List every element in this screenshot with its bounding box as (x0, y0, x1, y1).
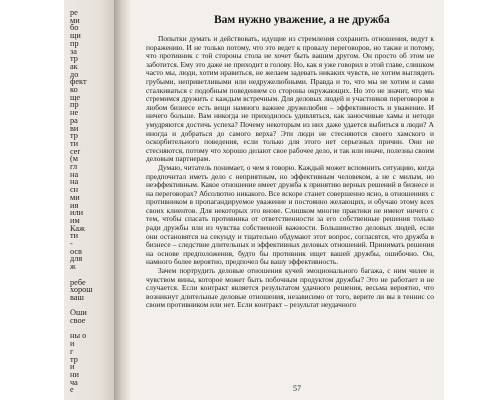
left-page-line: фект (70, 77, 87, 87)
body-text (146, 35, 434, 310)
left-page-line: или (70, 208, 84, 218)
left-page-line: гл (70, 162, 78, 171)
left-page-line: тр (70, 354, 78, 364)
left-page-line: ми (70, 192, 80, 202)
book-gutter (114, 0, 130, 400)
left-page-line: пр (70, 38, 79, 48)
left-page-line: ни (70, 369, 79, 379)
left-page-line: бо (70, 23, 79, 33)
left-page-line: ще (70, 92, 81, 102)
left-page-line: ак (70, 61, 78, 71)
left-page-line: г (70, 346, 74, 356)
left-page-line: Каж (70, 223, 85, 233)
left-page-line: и (70, 362, 75, 372)
left-page-line: Оши (70, 308, 87, 318)
left-page-edge (64, 0, 116, 400)
left-page-line: ре (70, 8, 78, 17)
left-page-line: и (70, 339, 75, 349)
left-page-line: ти (70, 231, 79, 241)
left-page-line: ви (70, 123, 79, 133)
page-number: 57 (293, 384, 301, 393)
left-page-line: не (70, 108, 79, 118)
left-page-line: ны о (70, 331, 87, 341)
left-page-line: для (70, 254, 83, 264)
left-page-line: ваш (70, 292, 84, 302)
left-page-line: ти (70, 138, 79, 148)
chapter-title: Вам нужно уважение, а не дружба (214, 14, 390, 26)
left-page-line: осв (70, 246, 82, 256)
left-page-line: ра (70, 115, 78, 125)
left-page-line: хорош (70, 285, 93, 295)
left-page-line: тр (70, 54, 78, 64)
left-page-line: ж (70, 262, 76, 272)
left-page-line: свое (70, 316, 86, 325)
left-page-line: ия (70, 200, 79, 210)
left-page-line: до (70, 69, 79, 79)
left-page-line: тр (70, 131, 78, 141)
left-page-line: сн (70, 185, 79, 195)
left-page-line: на (70, 177, 79, 187)
left-page-line: за (70, 46, 77, 56)
left-page-line: ребе (70, 277, 86, 287)
left-page-line: е (70, 385, 74, 395)
left-page-line: пр (70, 100, 79, 110)
left-page-line: ко (70, 85, 78, 94)
paragraph-2: Думаю, читатель понимает, о чем я говорю. Каждый может вспомнить ситуацию, когда предпочитал иметь дело с неприятным, но эффективным человеком, а не с милым, но неэффективным. Какое отношение имеет дружба к принятию верных решений в бизнесе и на переговорах? Абсолютно никакого. Все вскоре станет совершенно ясно, в отношениях с противником в пропагандируемое уважение и постоянно желающих, и обучаю этому всех своих клиентов. Для некоторых это внове. Слишком многие практики не имеют ничего с тем, чтобы спасать противника от ответственности за его собственные решения только ради дружбы или из чувства собственной важности. Большинство деловых людей, если они остановятся на секунду и тщательно обдумают этот вопрос, согласятся, что дружба в бизнесе – следствие длительных и эффективных деловых отношений. Принимать решения на основе предположения, будто бы противник ищет вашей дружбы, ошибочно. Он, намного более вероятно, предпочел бы вашу эффективность. (146, 162, 434, 267)
left-page-line: cer (70, 146, 81, 156)
left-page-line: щи (70, 31, 81, 41)
paragraph-1: Попытки думать и действовать, идущие из стремления сохранить отношения, ведут к поражению. И не только потому, что это ведет к провалу переговоров, но также и потому, что противник с той стороны стола не хочет быть вашим другом. Он просто об этом не заботится. Ему это даже не приходит в голову. Но, как я уже говорил в этой главе, слишком часто мы, люди, хотим нравиться, не желаем задевать никаких чувств, не хотим выглядеть грубыми, неприветливыми или недружелюбными. Правда и то, что мы не хотим и сами сталкиваться с подобным поведением со стороны окружающих. Но это не значит, что мы стремимся дружить с каждым встречным. Для деловых людей и участников переговоров в любом бизнесе есть вещи намного важнее дружелюбия – эффективность и уважение. И ничего больше. Вам никогда не приходилось удивляться, как заносчивые хамы и нетоди умудряются достичь успеха? Почему некоторым из них даже удается выбиться в люди? А иногда и добраться до самого верха? Эти люди не стесняются своего хамского и оскорбительного поведения, если только для этого нет серьезных причин. Они не стесняются, потому что хорошо делают свое рабочее дело, и так или иначе, полезны своим деловым партнерам. (146, 34, 434, 164)
left-page-line: на (70, 169, 79, 179)
right-page (130, 0, 444, 400)
book-spread (64, 0, 444, 400)
left-page-line: ми (70, 15, 80, 25)
left-page-line: (м (70, 154, 79, 164)
left-page-line: ча (70, 377, 78, 387)
paragraph-3: Зачем портрудить деловые отношения кучей эмоционального багажа, с ним чилее и чувством вины, которое может быть побочным продуктом дружбы? Это не работает и не случается. Если контракт является результатом удачного решения, весьма вероятно, что возникнут длительные деловые отношения, независимо от того, верите ли вы в теннис со своим противником или нет. Если контракт – результат неудачного (146, 266, 434, 310)
left-page-line: - (70, 239, 73, 248)
left-page-line: им (70, 215, 80, 225)
